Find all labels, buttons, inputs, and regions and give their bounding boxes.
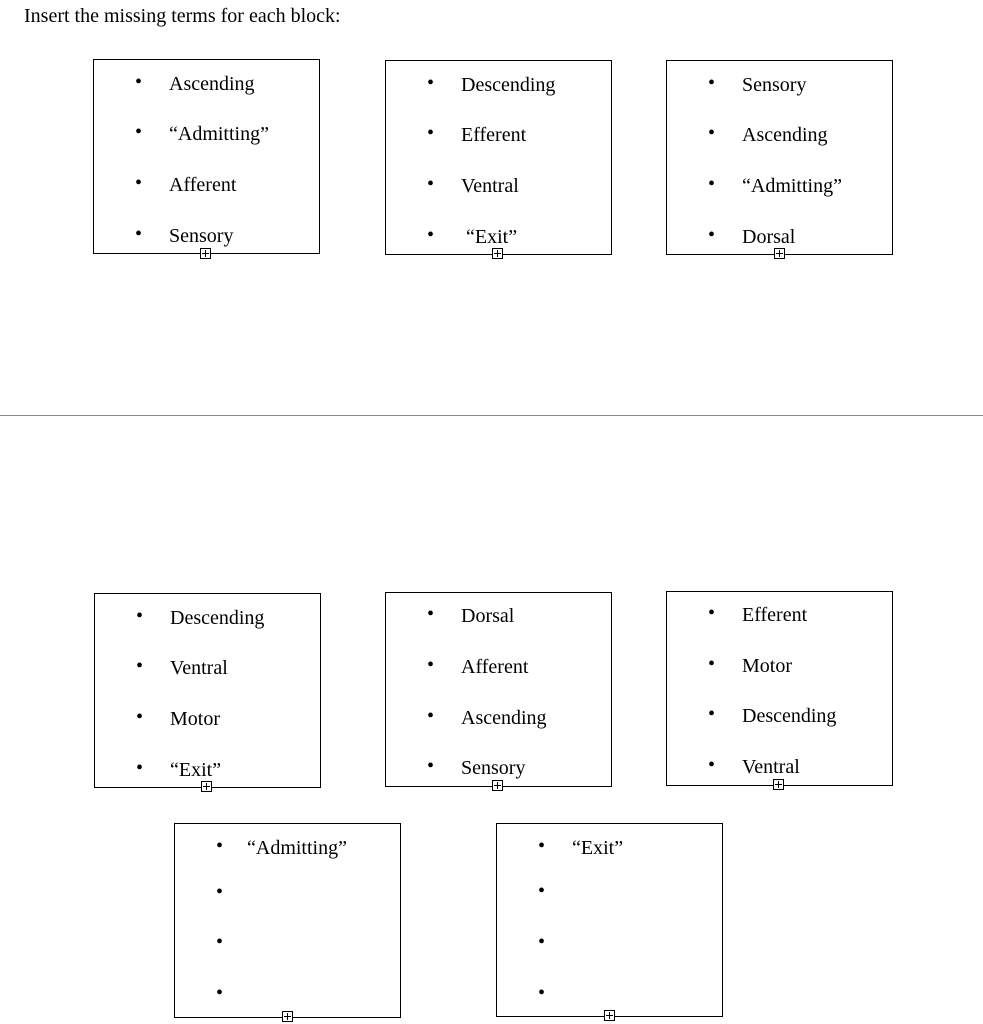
term-text: Efferent [461, 124, 527, 146]
bullet: • [135, 223, 143, 245]
bullet: • [708, 173, 716, 195]
term-text: “Admitting” [742, 175, 842, 197]
expand-handle-icon[interactable] [200, 248, 211, 259]
bullet: • [427, 224, 435, 246]
bullet: • [136, 706, 144, 728]
bullet: • [216, 881, 224, 903]
expand-handle-icon[interactable] [773, 779, 784, 790]
bullet: • [136, 655, 144, 677]
term-block-bottom-2[interactable] [385, 592, 612, 787]
bullet: • [216, 982, 224, 1004]
term-text: Afferent [461, 656, 529, 678]
term-text: Descending [742, 705, 837, 727]
instruction-text: Insert the missing terms for each block: [24, 5, 341, 27]
bullet: • [538, 931, 546, 953]
bullet: • [538, 835, 546, 857]
bullet: • [427, 173, 435, 195]
term-text: Dorsal [461, 605, 515, 627]
bullet: • [708, 754, 716, 776]
term-text: “Admitting” [247, 837, 347, 859]
expand-handle-icon[interactable] [492, 780, 503, 791]
bullet: • [708, 72, 716, 94]
term-text: “Exit” [170, 759, 222, 781]
section-divider [0, 415, 983, 416]
term-text: “Exit” [572, 837, 624, 859]
term-text: Sensory [169, 225, 234, 247]
bullet: • [427, 72, 435, 94]
term-text: Motor [170, 708, 220, 730]
term-block-bottom-3[interactable] [666, 591, 893, 786]
bullet: • [708, 602, 716, 624]
term-text: Dorsal [742, 226, 796, 248]
term-block-bottom-1[interactable] [94, 593, 321, 788]
term-block-top-2[interactable] [385, 60, 612, 255]
bullet: • [538, 880, 546, 902]
bullet: • [427, 122, 435, 144]
bullet: • [427, 654, 435, 676]
term-text: Ventral [461, 175, 519, 197]
bullet: • [708, 703, 716, 725]
term-text: Ventral [170, 657, 228, 679]
bullet: • [427, 603, 435, 625]
bullet: • [216, 931, 224, 953]
bullet: • [708, 224, 716, 246]
term-text: Motor [742, 655, 792, 677]
bullet: • [427, 705, 435, 727]
bullet: • [135, 121, 143, 143]
bullet: • [427, 755, 435, 777]
term-block-top-1[interactable] [93, 59, 320, 254]
bullet: • [135, 71, 143, 93]
expand-handle-icon[interactable] [492, 248, 503, 259]
term-text: “Admitting” [169, 123, 269, 145]
term-text: Afferent [169, 174, 237, 196]
term-text: Ascending [461, 707, 547, 729]
bullet: • [136, 757, 144, 779]
bullet: • [135, 172, 143, 194]
term-text: Ascending [742, 124, 828, 146]
bullet: • [136, 605, 144, 627]
expand-handle-icon[interactable] [604, 1010, 615, 1021]
term-text: Sensory [742, 74, 807, 96]
expand-handle-icon[interactable] [201, 781, 212, 792]
expand-handle-icon[interactable] [774, 248, 785, 259]
term-block-top-3[interactable] [666, 60, 893, 255]
bullet: • [708, 653, 716, 675]
bullet: • [708, 122, 716, 144]
term-text: Descending [170, 607, 265, 629]
expand-handle-icon[interactable] [282, 1011, 293, 1022]
term-text: Ventral [742, 756, 800, 778]
term-text: Efferent [742, 604, 808, 626]
term-text: “Exit” [466, 226, 518, 248]
bullet: • [216, 835, 224, 857]
bullet: • [538, 982, 546, 1004]
term-block-bottom-5[interactable] [496, 823, 723, 1017]
term-text: Ascending [169, 73, 255, 95]
term-text: Descending [461, 74, 556, 96]
term-block-bottom-4[interactable] [174, 823, 401, 1018]
term-text: Sensory [461, 757, 526, 779]
